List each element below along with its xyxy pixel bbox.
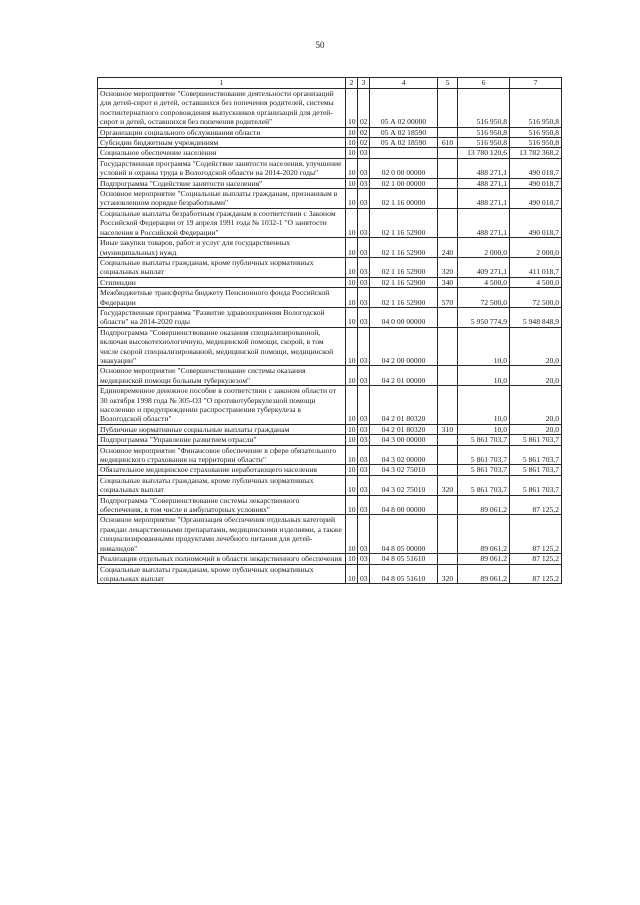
- table-row: [98, 307, 562, 327]
- table-row: [98, 366, 562, 386]
- row-name-cell: Социальные выплаты гражданам, кроме публичных нормативных социальных выплат: [98, 475, 346, 495]
- expense-type-cell: [438, 554, 458, 564]
- row-name-cell: Социальные выплаты гражданам, кроме публичных нормативных социальных выплат: [98, 564, 346, 584]
- row-name-cell: Обязательное медицинское страхование неработающего населения: [98, 465, 346, 475]
- amount-2019-cell: 89 061,2: [458, 564, 510, 584]
- section-code-cell: 10: [346, 366, 358, 386]
- amount-2020-cell: 490 018,7: [510, 208, 562, 237]
- row-name-cell: Подпрограмма "Совершенствование системы лекарственного обеспечения, в том числе в амбулаторных условиях": [98, 495, 346, 515]
- table-row: [98, 386, 562, 425]
- section-code-cell: 10: [346, 554, 358, 564]
- amount-2019-cell: 488 271,1: [458, 208, 510, 237]
- table-row: [98, 554, 562, 564]
- subsection-code-cell: 03: [358, 288, 370, 308]
- section-code-cell: 10: [346, 327, 358, 366]
- expense-type-cell: [438, 465, 458, 475]
- table-row: [98, 127, 562, 137]
- target-article-cell: 02 1 16 52900: [370, 257, 438, 277]
- section-code-cell: 10: [346, 257, 358, 277]
- row-name-cell: Межбюджетные трансферты бюджету Пенсионного фонда Российской Федерации: [98, 288, 346, 308]
- header-cell: 6: [458, 78, 510, 89]
- table-row: [98, 327, 562, 366]
- amount-2019-cell: 89 061,2: [458, 495, 510, 515]
- amount-2020-cell: 20,0: [510, 327, 562, 366]
- section-code-cell: 10: [346, 288, 358, 308]
- target-article-cell: 02 1 00 00000: [370, 178, 438, 188]
- section-code-cell: 10: [346, 138, 358, 148]
- table-row: [98, 435, 562, 445]
- table-row: [98, 158, 562, 178]
- subsection-code-cell: 03: [358, 386, 370, 425]
- subsection-code-cell: 03: [358, 208, 370, 237]
- target-article-cell: 04 3 02 00000: [370, 445, 438, 465]
- subsection-code-cell: 03: [358, 515, 370, 554]
- section-code-cell: 10: [346, 495, 358, 515]
- expense-type-cell: [438, 189, 458, 209]
- amount-2020-cell: 490 018,7: [510, 178, 562, 188]
- section-code-cell: 10: [346, 89, 358, 128]
- row-name-cell: Основное мероприятие "Совершенствование системы оказания медицинской помощи больным туберкулезом": [98, 366, 346, 386]
- row-name-cell: Подпрограмма "Совершенствование оказания специализированной, включая высокотехнологичную, медицинской помощи, скорой, в том числе скорой специализированной, медицинской помощи, медицинской эвакуации": [98, 327, 346, 366]
- section-code-cell: 10: [346, 148, 358, 158]
- target-article-cell: 04 8 05 51610: [370, 564, 438, 584]
- row-name-cell: Единовременное денежное пособие в соответствии с законом области от 30 октября 1998 года № 305-ОЗ "О противотуберкулезной помощи населению и предупреждении распространения туберкулеза в Вологодской области": [98, 386, 346, 425]
- row-name-cell: Организации социального обслуживания области: [98, 127, 346, 137]
- target-article-cell: 04 3 00 00000: [370, 435, 438, 445]
- section-code-cell: 10: [346, 307, 358, 327]
- amount-2019-cell: 5 861 703,7: [458, 465, 510, 475]
- expense-type-cell: [438, 148, 458, 158]
- target-article-cell: 02 1 16 52900: [370, 208, 438, 237]
- table-row: [98, 257, 562, 277]
- target-article-cell: 04 3 02 75010: [370, 475, 438, 495]
- expense-type-cell: 340: [438, 277, 458, 287]
- row-name-cell: Публичные нормативные социальные выплаты гражданам: [98, 424, 346, 434]
- expense-type-cell: [438, 386, 458, 425]
- subsection-code-cell: 03: [358, 495, 370, 515]
- subsection-code-cell: 03: [358, 327, 370, 366]
- amount-2019-cell: 10,0: [458, 327, 510, 366]
- row-name-cell: Основное мероприятие "Совершенствование деятельности организаций для детей-сирот и детей, оставшихся без попечения родителей, системы постинтернатного сопровождения выпускников организаций для детей-сирот и детей, оставшихся без попечения родителей": [98, 89, 346, 128]
- amount-2020-cell: 5 861 703,7: [510, 435, 562, 445]
- expense-type-cell: [438, 435, 458, 445]
- expense-type-cell: 320: [438, 257, 458, 277]
- target-article-cell: 02 1 16 00000: [370, 189, 438, 209]
- section-code-cell: 10: [346, 445, 358, 465]
- target-article-cell: 04 2 01 80320: [370, 386, 438, 425]
- target-article-cell: 05 А 02 00000: [370, 89, 438, 128]
- target-article-cell: 04 8 05 51610: [370, 554, 438, 564]
- table-row: [98, 495, 562, 515]
- table-row: [98, 515, 562, 554]
- expense-type-cell: 320: [438, 564, 458, 584]
- subsection-code-cell: 03: [358, 238, 370, 258]
- section-code-cell: 10: [346, 189, 358, 209]
- table-row: [98, 89, 562, 128]
- header-cell: 2: [346, 78, 358, 89]
- amount-2020-cell: 87 125,2: [510, 564, 562, 584]
- target-article-cell: 04 0 00 00000: [370, 307, 438, 327]
- subsection-code-cell: 03: [358, 178, 370, 188]
- row-name-cell: Государственная программа "Развитие здравоохранения Вологодской области" на 2014-2020 годы: [98, 307, 346, 327]
- expense-type-cell: [438, 89, 458, 128]
- row-name-cell: Основное мероприятие "Социальные выплаты гражданам, признанным в установленном порядке безработными": [98, 189, 346, 209]
- expense-type-cell: 570: [438, 288, 458, 308]
- target-article-cell: 04 2 01 00000: [370, 366, 438, 386]
- table-row: [98, 178, 562, 188]
- subsection-code-cell: 03: [358, 148, 370, 158]
- amount-2020-cell: 5 861 703,7: [510, 475, 562, 495]
- amount-2019-cell: 5 861 703,7: [458, 435, 510, 445]
- subsection-code-cell: 03: [358, 564, 370, 584]
- table-header-row: [98, 78, 562, 89]
- expense-type-cell: [438, 495, 458, 515]
- page-number: 50: [315, 40, 325, 50]
- expense-type-cell: [438, 515, 458, 554]
- row-name-cell: Государственная программа "Содействие занятости населения, улучшение условий и охраны труда в Вологодской области на 2014-2020 годы": [98, 158, 346, 178]
- budget-table: [97, 77, 562, 584]
- amount-2020-cell: 13 782 368,2: [510, 148, 562, 158]
- table-row: [98, 148, 562, 158]
- section-code-cell: 10: [346, 127, 358, 137]
- row-name-cell: Подпрограмма "Содействие занятости населения": [98, 178, 346, 188]
- table-row: [98, 445, 562, 465]
- row-name-cell: Основное мероприятие "Финансовое обеспечение в сфере обязательного медицинского страхования на территории области": [98, 445, 346, 465]
- expense-type-cell: 310: [438, 424, 458, 434]
- expense-type-cell: 320: [438, 475, 458, 495]
- section-code-cell: 10: [346, 564, 358, 584]
- section-code-cell: 10: [346, 238, 358, 258]
- table-row: [98, 189, 562, 209]
- amount-2020-cell: 87 125,2: [510, 515, 562, 554]
- header-cell: 1: [98, 78, 346, 89]
- row-name-cell: Стипендии: [98, 277, 346, 287]
- target-article-cell: 04 2 00 00000: [370, 327, 438, 366]
- subsection-code-cell: 03: [358, 435, 370, 445]
- row-name-cell: Основное мероприятие "Организация обеспечения отдельных категорий граждан лекарственными препаратами, медицинскими изделиями, а также специализированными продуктами лечебного питания для детей-инвалидов": [98, 515, 346, 554]
- row-name-cell: Социальные выплаты безработным гражданам в соответствии с Законом Российской Федерации от 19 апреля 1991 года № 1032-1 "О занятости населения в Российской Федерации": [98, 208, 346, 237]
- subsection-code-cell: 03: [358, 277, 370, 287]
- table-row: [98, 424, 562, 434]
- header-cell: 3: [358, 78, 370, 89]
- amount-2019-cell: 488 271,1: [458, 158, 510, 178]
- subsection-code-cell: 03: [358, 189, 370, 209]
- amount-2019-cell: 488 271,1: [458, 178, 510, 188]
- subsection-code-cell: 03: [358, 366, 370, 386]
- expense-type-cell: [438, 158, 458, 178]
- amount-2019-cell: 5 861 703,7: [458, 475, 510, 495]
- expense-type-cell: [438, 327, 458, 366]
- amount-2020-cell: 20,0: [510, 424, 562, 434]
- subsection-code-cell: 03: [358, 424, 370, 434]
- amount-2020-cell: 20,0: [510, 366, 562, 386]
- section-code-cell: 10: [346, 515, 358, 554]
- amount-2020-cell: 5 948 848,9: [510, 307, 562, 327]
- expense-type-cell: [438, 307, 458, 327]
- row-name-cell: Подпрограмма "Управление развитием отрасли": [98, 435, 346, 445]
- section-code-cell: 10: [346, 435, 358, 445]
- amount-2019-cell: 516 950,8: [458, 89, 510, 128]
- header-cell: 4: [370, 78, 438, 89]
- table-row: [98, 208, 562, 237]
- amount-2020-cell: 490 018,7: [510, 189, 562, 209]
- table-row: [98, 277, 562, 287]
- amount-2019-cell: 89 061,2: [458, 554, 510, 564]
- expense-type-cell: [438, 208, 458, 237]
- amount-2019-cell: 4 500,0: [458, 277, 510, 287]
- amount-2019-cell: 13 780 120,6: [458, 148, 510, 158]
- subsection-code-cell: 02: [358, 127, 370, 137]
- table-row: [98, 288, 562, 308]
- subsection-code-cell: 03: [358, 554, 370, 564]
- subsection-code-cell: 03: [358, 158, 370, 178]
- amount-2020-cell: 516 950,8: [510, 127, 562, 137]
- target-article-cell: 04 2 01 80320: [370, 424, 438, 434]
- section-code-cell: 10: [346, 178, 358, 188]
- amount-2019-cell: 10,0: [458, 366, 510, 386]
- amount-2020-cell: 490 018,7: [510, 158, 562, 178]
- amount-2020-cell: 5 861 703,7: [510, 445, 562, 465]
- section-code-cell: 10: [346, 277, 358, 287]
- row-name-cell: Субсидии бюджетным учреждениям: [98, 138, 346, 148]
- amount-2020-cell: 72 500,0: [510, 288, 562, 308]
- header-cell: 7: [510, 78, 562, 89]
- expense-type-cell: [438, 366, 458, 386]
- target-article-cell: 04 8 00 00000: [370, 495, 438, 515]
- row-name-cell: Социальные выплаты гражданам, кроме публичных нормативных социальных выплат: [98, 257, 346, 277]
- target-article-cell: 02 1 16 52900: [370, 238, 438, 258]
- amount-2019-cell: 488 271,1: [458, 189, 510, 209]
- section-code-cell: 10: [346, 208, 358, 237]
- subsection-code-cell: 03: [358, 257, 370, 277]
- amount-2020-cell: 4 500,0: [510, 277, 562, 287]
- amount-2020-cell: 5 861 703,7: [510, 465, 562, 475]
- header-cell: 5: [438, 78, 458, 89]
- amount-2020-cell: 411 018,7: [510, 257, 562, 277]
- subsection-code-cell: 03: [358, 465, 370, 475]
- subsection-code-cell: 02: [358, 89, 370, 128]
- expense-type-cell: [438, 178, 458, 188]
- target-article-cell: 04 8 05 00000: [370, 515, 438, 554]
- target-article-cell: 02 1 16 52900: [370, 288, 438, 308]
- amount-2019-cell: 89 061,2: [458, 515, 510, 554]
- amount-2020-cell: 20,0: [510, 386, 562, 425]
- expense-type-cell: 240: [438, 238, 458, 258]
- table-row: [98, 138, 562, 148]
- row-name-cell: Реализация отдельных полномочий в области лекарственного обеспечения: [98, 554, 346, 564]
- section-code-cell: 10: [346, 386, 358, 425]
- amount-2019-cell: 5 861 703,7: [458, 445, 510, 465]
- expense-type-cell: [438, 445, 458, 465]
- target-article-cell: 05 А 02 18590: [370, 127, 438, 137]
- amount-2019-cell: 2 000,0: [458, 238, 510, 258]
- amount-2019-cell: 5 950 774,9: [458, 307, 510, 327]
- table-row: [98, 564, 562, 584]
- amount-2020-cell: 87 125,2: [510, 495, 562, 515]
- section-code-cell: 10: [346, 158, 358, 178]
- target-article-cell: 02 0 00 00000: [370, 158, 438, 178]
- expense-type-cell: 610: [438, 138, 458, 148]
- section-code-cell: 10: [346, 475, 358, 495]
- amount-2019-cell: 72 500,0: [458, 288, 510, 308]
- expense-type-cell: [438, 127, 458, 137]
- amount-2019-cell: 409 271,1: [458, 257, 510, 277]
- amount-2020-cell: 516 950,8: [510, 89, 562, 128]
- target-article-cell: 05 А 02 18590: [370, 138, 438, 148]
- amount-2020-cell: 2 000,0: [510, 238, 562, 258]
- amount-2020-cell: 87 125,2: [510, 554, 562, 564]
- target-article-cell: 02 1 16 52900: [370, 277, 438, 287]
- table-row: [98, 465, 562, 475]
- target-article-cell: [370, 148, 438, 158]
- amount-2020-cell: 516 950,8: [510, 138, 562, 148]
- row-name-cell: Социальное обеспечение населения: [98, 148, 346, 158]
- subsection-code-cell: 03: [358, 445, 370, 465]
- section-code-cell: 10: [346, 465, 358, 475]
- subsection-code-cell: 03: [358, 307, 370, 327]
- target-article-cell: 04 3 02 75010: [370, 465, 438, 475]
- row-name-cell: Иные закупки товаров, работ и услуг для государственных (муниципальных) нужд: [98, 238, 346, 258]
- amount-2019-cell: 10,0: [458, 386, 510, 425]
- amount-2019-cell: 516 950,8: [458, 138, 510, 148]
- amount-2019-cell: 516 950,8: [458, 127, 510, 137]
- amount-2019-cell: 10,0: [458, 424, 510, 434]
- section-code-cell: 10: [346, 424, 358, 434]
- table-row: [98, 238, 562, 258]
- table-row: [98, 475, 562, 495]
- subsection-code-cell: 02: [358, 138, 370, 148]
- subsection-code-cell: 03: [358, 475, 370, 495]
